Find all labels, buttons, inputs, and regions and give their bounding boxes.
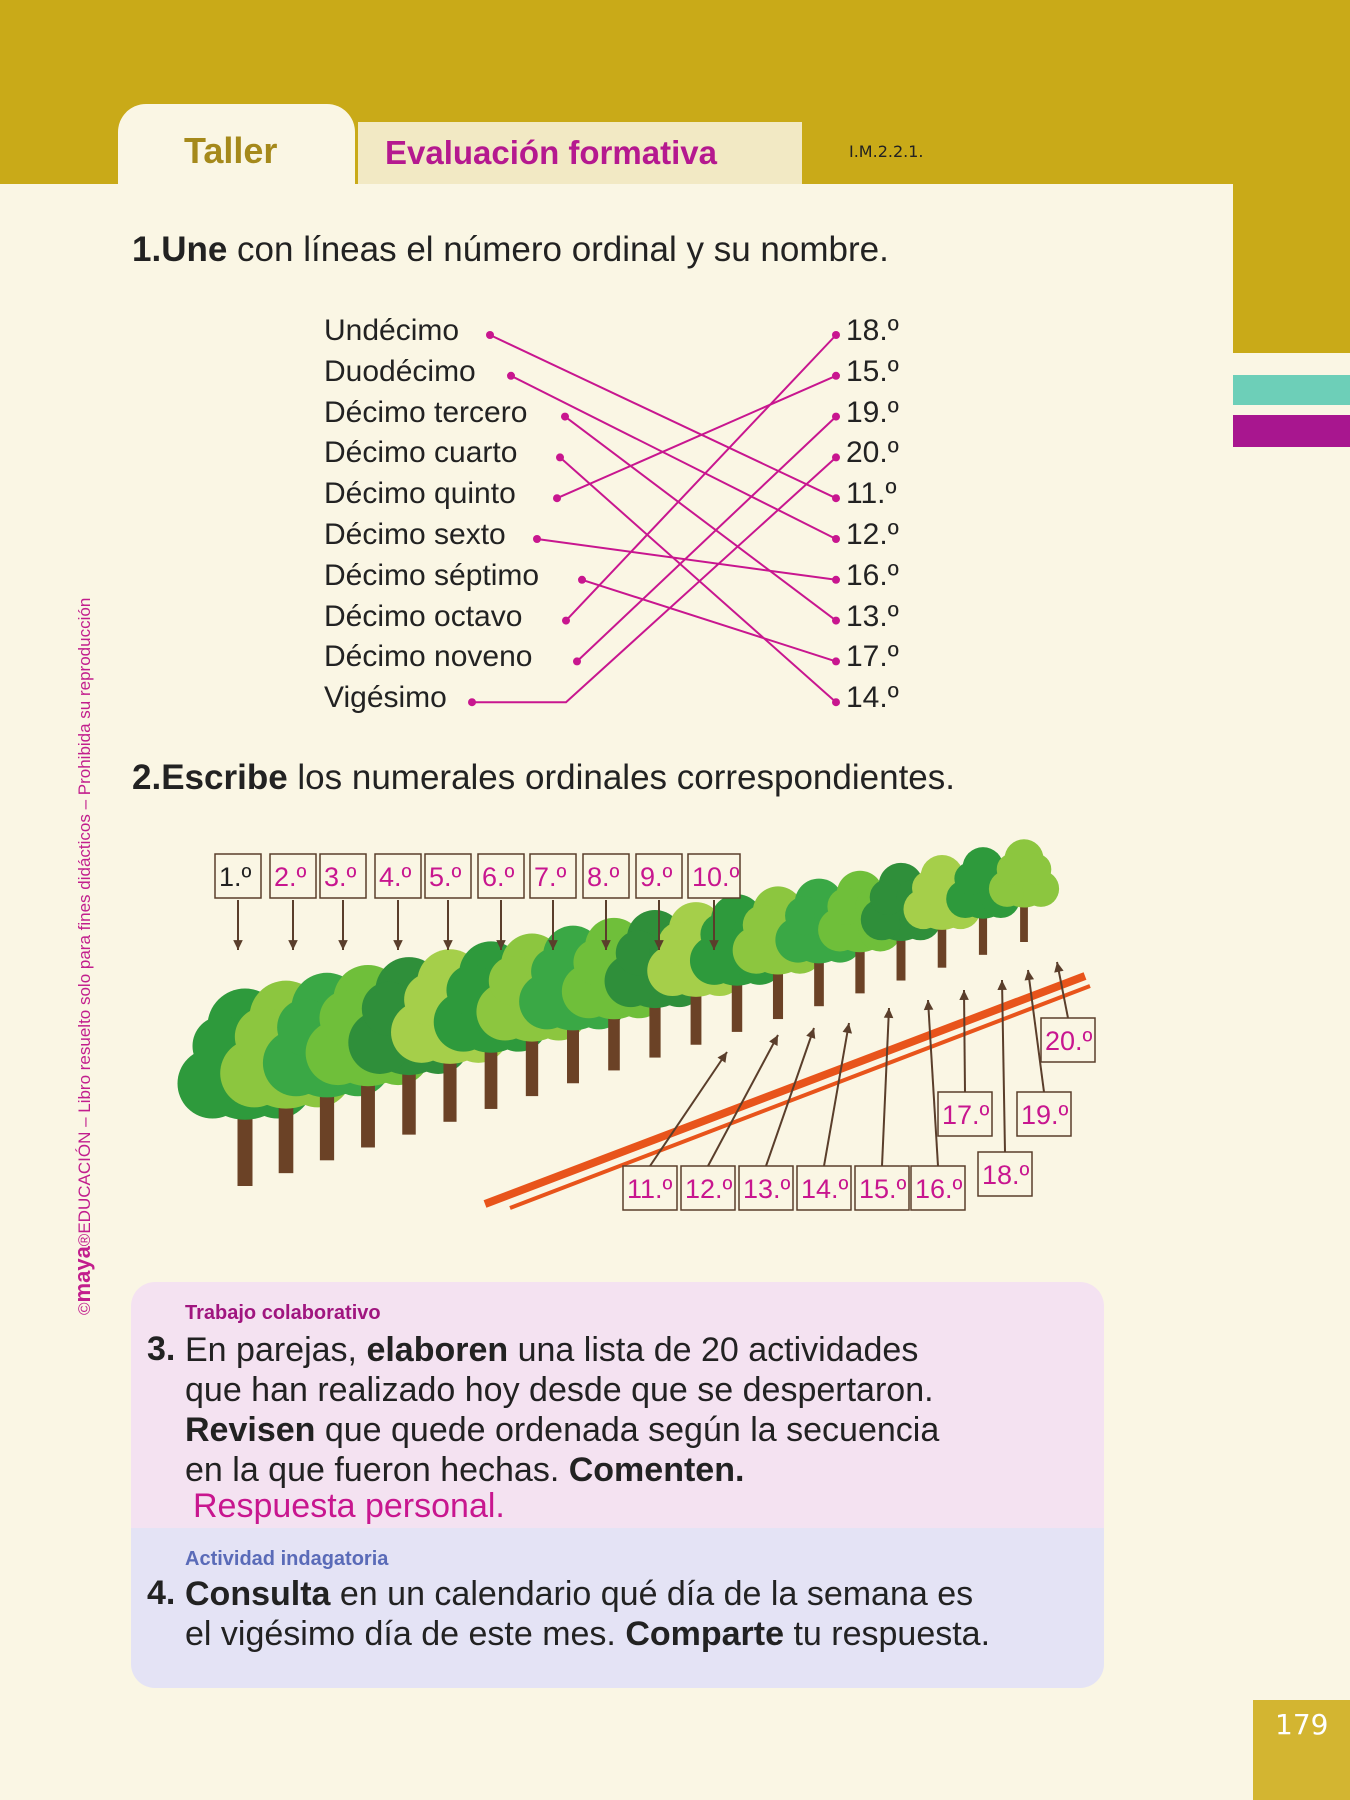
arrow-head: [338, 940, 348, 950]
q2-number: 2.: [132, 758, 162, 797]
q2-text: los numerales ordinales correspondientes.: [287, 758, 955, 797]
right-dot: [832, 657, 840, 665]
right-dot: [832, 413, 840, 421]
arrow-head: [997, 980, 1007, 990]
match-line-6: [537, 539, 836, 580]
arrow-head: [959, 990, 969, 1000]
question-2: [132, 758, 955, 798]
inquiry-section: [131, 1528, 1104, 1688]
q4-line-1b: en un calendario qué día de la semana es: [330, 1575, 974, 1613]
ordinal-name-3: Décimo tercero: [324, 395, 528, 429]
q3-line-1: [185, 1330, 918, 1370]
q4-number: 4.: [147, 1574, 176, 1612]
arrow-head: [924, 1000, 934, 1010]
arrow: [650, 1052, 727, 1166]
arrow: [964, 990, 965, 1092]
ordinal-label-12: 12.º: [685, 1174, 733, 1204]
ordinal-number-7: 16.º: [846, 558, 899, 592]
ordinal-label-18: 18.º: [982, 1160, 1030, 1190]
left-dot: [556, 453, 564, 461]
q3-line-1c: una lista de 20 actividades: [508, 1331, 919, 1369]
left-dot: [507, 372, 515, 380]
arrow-head: [393, 940, 403, 950]
left-dot: [553, 494, 561, 502]
tab-taller-label: Taller: [184, 130, 278, 171]
ordinal-label-1: 1.º: [219, 862, 252, 892]
q3-line-2: que han realizado hoy desde que se despertaron.: [185, 1371, 934, 1409]
ordinal-number-2: 15.º: [846, 354, 899, 388]
ordinal-label-16: 16.º: [915, 1174, 963, 1204]
ordinal-label-13: 13.º: [743, 1174, 791, 1204]
q1-text: con líneas el número ordinal y su nombre.: [227, 230, 889, 269]
ordinal-label-14: 14.º: [801, 1174, 849, 1204]
q4-line-2a: el vigésimo día de este mes.: [185, 1615, 626, 1653]
arrow: [824, 1023, 849, 1166]
ordinal-number-8: 13.º: [846, 599, 899, 633]
arrow-head: [288, 940, 298, 950]
ordinal-label-7: 7.º: [534, 862, 567, 892]
page-number-box: [1253, 1700, 1350, 1800]
left-dot: [578, 576, 586, 584]
q3-number: 3.: [147, 1330, 176, 1368]
ordinal-number-10: 14.º: [846, 681, 899, 715]
ordinal-label-5: 5.º: [429, 862, 462, 892]
left-dot: [486, 331, 494, 339]
ordinal-name-2: Duodécimo: [324, 354, 476, 388]
q1-verb: Une: [161, 230, 228, 269]
ordinal-label-2: 2.º: [274, 862, 307, 892]
copyright-vertical: [70, 598, 96, 1315]
q1-number: 1.: [132, 230, 162, 269]
arrow-head: [884, 1008, 894, 1018]
arrow-head: [717, 1052, 727, 1063]
ordinal-name-10: Vigésimo: [324, 681, 447, 715]
ordinal-label-20: 20.º: [1045, 1026, 1093, 1056]
right-dot: [832, 617, 840, 625]
ordinal-label-8: 8.º: [587, 862, 620, 892]
right-dot: [832, 331, 840, 339]
ordinal-name-6: Décimo sexto: [324, 518, 506, 551]
ordinal-label-15: 15.º: [859, 1174, 907, 1204]
left-dot: [562, 617, 570, 625]
right-dot: [832, 535, 840, 543]
collaborative-section: [131, 1282, 1104, 1528]
ordinal-name-4: Décimo cuarto: [324, 436, 518, 470]
arrow-head: [1025, 970, 1034, 980]
q4-line-1: [185, 1574, 973, 1614]
matching-lines: [0, 0, 1350, 760]
ordinal-number-5: 11.º: [846, 477, 897, 511]
ordinal-number-3: 19.º: [846, 395, 899, 429]
ordinal-label-17: 17.º: [942, 1100, 990, 1130]
right-dot: [832, 372, 840, 380]
match-line-1: [490, 335, 836, 498]
right-dot: [832, 494, 840, 502]
page-number: 179: [1275, 1708, 1329, 1741]
arrow: [928, 1000, 938, 1166]
left-dot: [468, 698, 476, 706]
ordinal-label-3: 3.º: [324, 862, 357, 892]
q3-line-4: [185, 1450, 744, 1490]
copyright-text: ®EDUCACIÓN – Libro resuelto solo para fines didácticos – Prohibida su reproducción: [75, 597, 94, 1247]
q4-verb-consulta: Consulta: [185, 1575, 331, 1613]
ordinal-name-8: Décimo octavo: [324, 599, 523, 633]
q3-line-3: [185, 1410, 939, 1450]
q2-verb: Escribe: [161, 758, 288, 797]
activities-card: [131, 1282, 1104, 1688]
arrow-head: [806, 1028, 815, 1039]
ordinal-name-7: Décimo séptimo: [324, 558, 540, 592]
ordinal-label-11: 11.º: [627, 1174, 673, 1204]
ordinal-number-6: 12.º: [846, 518, 899, 551]
trees-illustration: [0, 830, 1350, 1230]
collaborative-header: Trabajo colaborativo: [185, 1302, 381, 1324]
q3-line-1a: En parejas,: [185, 1331, 367, 1369]
q4-verb-comparte: Comparte: [625, 1615, 785, 1653]
q4-line-2: [185, 1614, 990, 1654]
q3-answer: Respuesta personal.: [193, 1487, 505, 1525]
inquiry-header: Actividad indagatoria: [185, 1548, 389, 1570]
ordinal-label-10: 10.º: [692, 862, 740, 892]
ordinal-name-1: Undécimo: [324, 314, 460, 347]
copyright-symbol: ©: [75, 1302, 94, 1315]
right-dot: [832, 453, 840, 461]
q3-line-3b: que quede ordenada según la secuencia: [315, 1411, 940, 1449]
ordinal-number-9: 17.º: [846, 640, 899, 674]
ordinal-label-4: 4.º: [379, 862, 412, 892]
q3-verb-revisen: Revisen: [185, 1411, 316, 1449]
ordinal-name-9: Décimo noveno: [324, 640, 533, 674]
q3-verb-comenten: Comenten.: [568, 1451, 745, 1489]
match-line-5: [557, 376, 836, 498]
ordinal-label-6: 6.º: [482, 862, 515, 892]
match-line-8: [566, 335, 836, 621]
arrow: [882, 1008, 889, 1166]
left-dot: [561, 413, 569, 421]
match-line-9: [577, 417, 836, 662]
arrow-head: [233, 940, 243, 950]
brand-logo: maya: [70, 1246, 95, 1303]
right-dot: [832, 698, 840, 706]
curriculum-code: I.M.2.2.1.: [849, 142, 924, 161]
right-dot: [832, 576, 840, 584]
q3-line-4a: en la que fueron hechas.: [185, 1451, 569, 1489]
ordinal-label-9: 9.º: [640, 862, 673, 892]
ordinal-name-5: Décimo quinto: [324, 477, 516, 511]
q4-line-2c: tu respuesta.: [784, 1615, 991, 1653]
arrow-head: [843, 1023, 852, 1034]
ordinal-number-1: 18.º: [846, 314, 899, 347]
ordinal-number-4: 20.º: [846, 436, 899, 470]
ordinal-label-19: 19.º: [1021, 1100, 1069, 1130]
tree: [989, 839, 1059, 942]
tab-evaluacion-label: Evaluación formativa: [385, 134, 717, 171]
left-dot: [533, 535, 541, 543]
arrow-head: [443, 940, 453, 950]
arrow-head: [1054, 962, 1063, 973]
q3-verb-elaboren: elaboren: [366, 1331, 509, 1369]
left-dot: [573, 657, 581, 665]
